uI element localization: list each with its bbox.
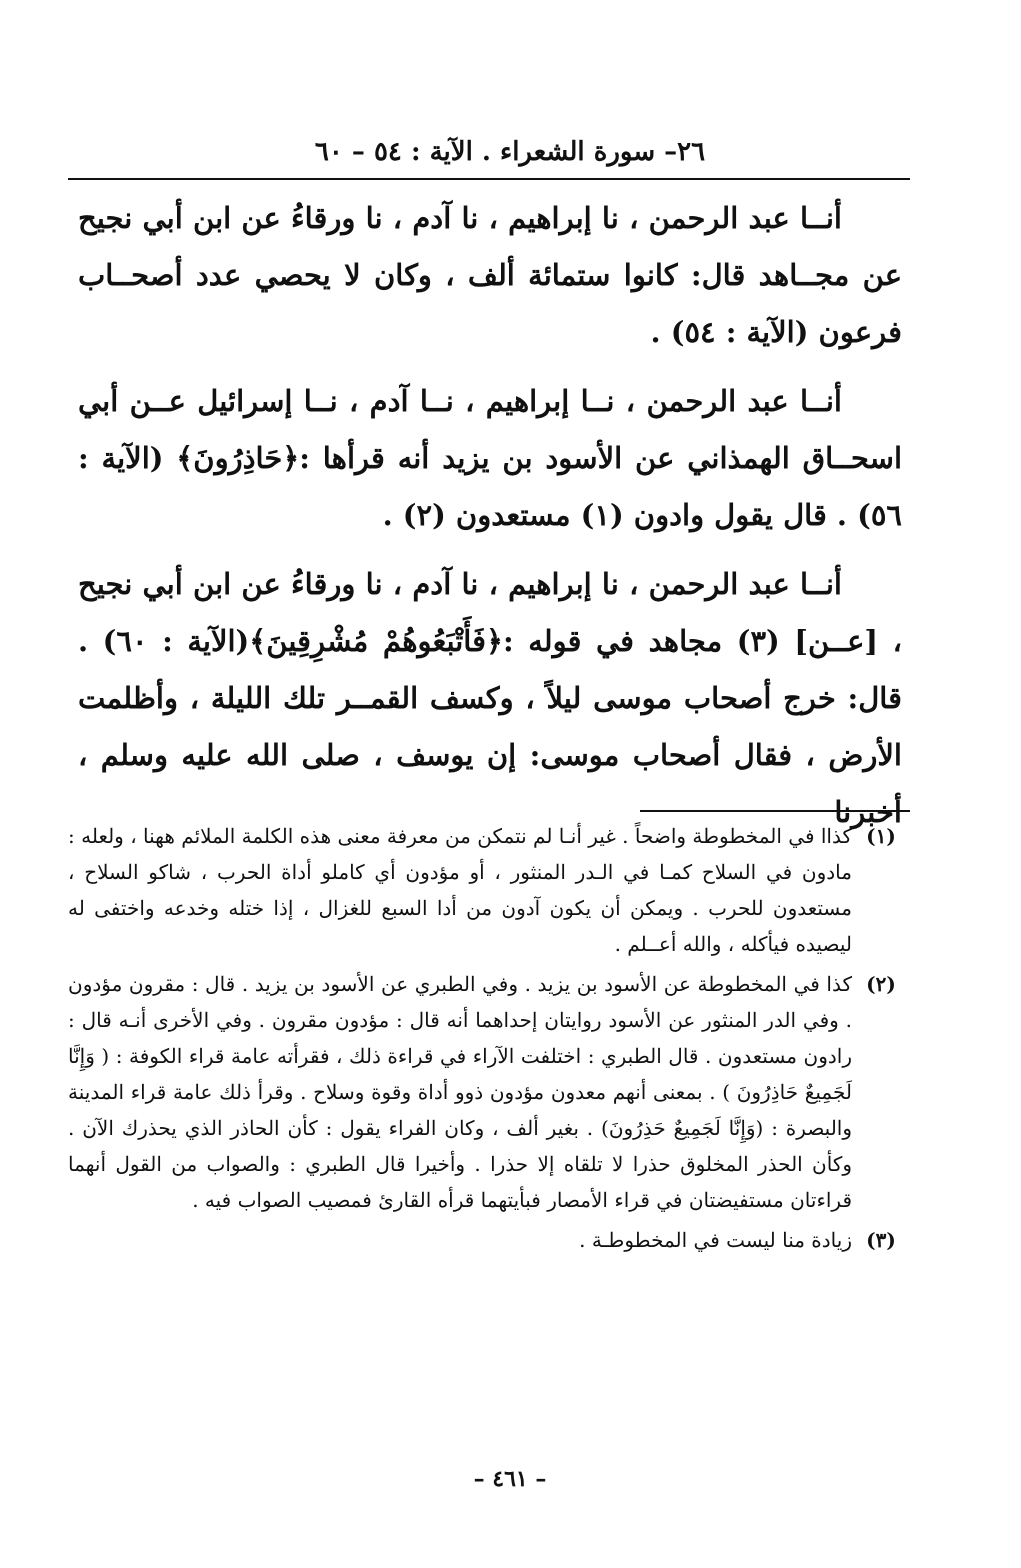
footnote-number: (١): [866, 824, 896, 848]
header-divider: [68, 178, 910, 180]
footnote-1: [68, 818, 910, 962]
footnote-text: كذا في المخطوطة عن الأسود بن يزيد . وفي الطبري عن الأسود بن يزيد . قال : مقرون مؤدون . وفي الدر المنثور عن الأسود روايتان إحداهما أنه قال : مؤدون مقرون . وفي الأخرى أنـه قال : رادون مستعدون . قال الطبري : اختلفت الآراء في قراءة ذلك ، فقرأته عامة قراء الكوفة : ( وَإِنَّا لَجَمِيعٌ حَاذِرُونَ ) . بمعنى أنهم معدون مؤدون ذوو أداة وقوة وسلاح . وقرأ ذلك عامة قراء المدينة والبصرة : (وَإِنَّا لَجَمِيعٌ حَذِرُونَ) . بغير ألف ، وكان الفراء يقول : كأن الحاذر الذي يحذرك الآن . وكأن الحذر المخلوق حذرا لا تلقاه إلا حذرا . وأخيرا قال الطبري : والصواب من القول أنهما قراءتان مستفيضتان في قراء الأمصار فبأيتهما قرأه القارئ فمصيب الصواب فيه .: [68, 972, 853, 1212]
page-number: – ٤٦١ –: [473, 1466, 547, 1492]
footnote-text: زيادة منا ليست في المخطوطـة .: [579, 1228, 852, 1252]
paragraph-1: أنــا عبد الرحمن ، نا إبراهيم ، نا آدم ، نا ورقاءُ عن ابن أبي نجيح عن مجــاهد قال: كانوا ستمائة ألف ، وكان لا يحصي عدد أصحــاب فرعون (الآية : ٥٤) .: [78, 201, 902, 349]
paragraph-3: أنــا عبد الرحمن ، نا إبراهيم ، نا آدم ، نا ورقاءُ عن ابن أبي نجيح ، [عــن] (٣) مجاهد في قوله :﴿فَأَتْبَعُوهُمْ مُشْرِقِينَ﴾(الآية : ٦٠) . قال: خرج أصحاب موسى ليلاً ، وكسف القمــر تلك الليلة ، وأظلمت الأرض ، فقال أصحاب موسى: إن يوسف ، صلى الله عليه وسلم ، أخبرنا: [78, 567, 902, 829]
footnotes: [68, 818, 910, 1262]
footnote-2: [68, 966, 910, 1218]
paragraph-2: أنــا عبد الرحمن ، نــا إبراهيم ، نــا آدم ، نــا إسرائيل عــن أبي اسحــاق الهمذاني عن الأسود بن يزيد أنه قرأها :﴿حَاذِرُونَ﴾ (الآية : ٥٦) . قال يقول وادون (١) مستعدون (٢) .: [78, 384, 902, 532]
footnote-3: [68, 1222, 910, 1258]
main-text: [78, 190, 902, 853]
footnote-number: (٢): [866, 972, 896, 996]
footnote-text: كذاا في المخطوطة واضحاً . غير أنـا لم نتمكن من معرفة معنى هذه الكلمة الملائم ههنا ، ولعله : مادون في السلاح كمـا في الـدر المنثور ، أو مؤدون أي كاملو أداة الحرب ، شاكو السلاح ، مستعدون للحرب . ويمكن أن يكون آدون من أدا السبع للغزال ، إذا ختله وخدعه واختفى له ليصيده فيأكله ، والله أعــلم .: [68, 824, 852, 956]
footnote-number: (٣): [866, 1228, 896, 1252]
footnote-divider: [640, 810, 910, 812]
page-header: ٢٦– سورة الشعراء . الآية : ٥٤ – ٦٠: [314, 137, 706, 167]
